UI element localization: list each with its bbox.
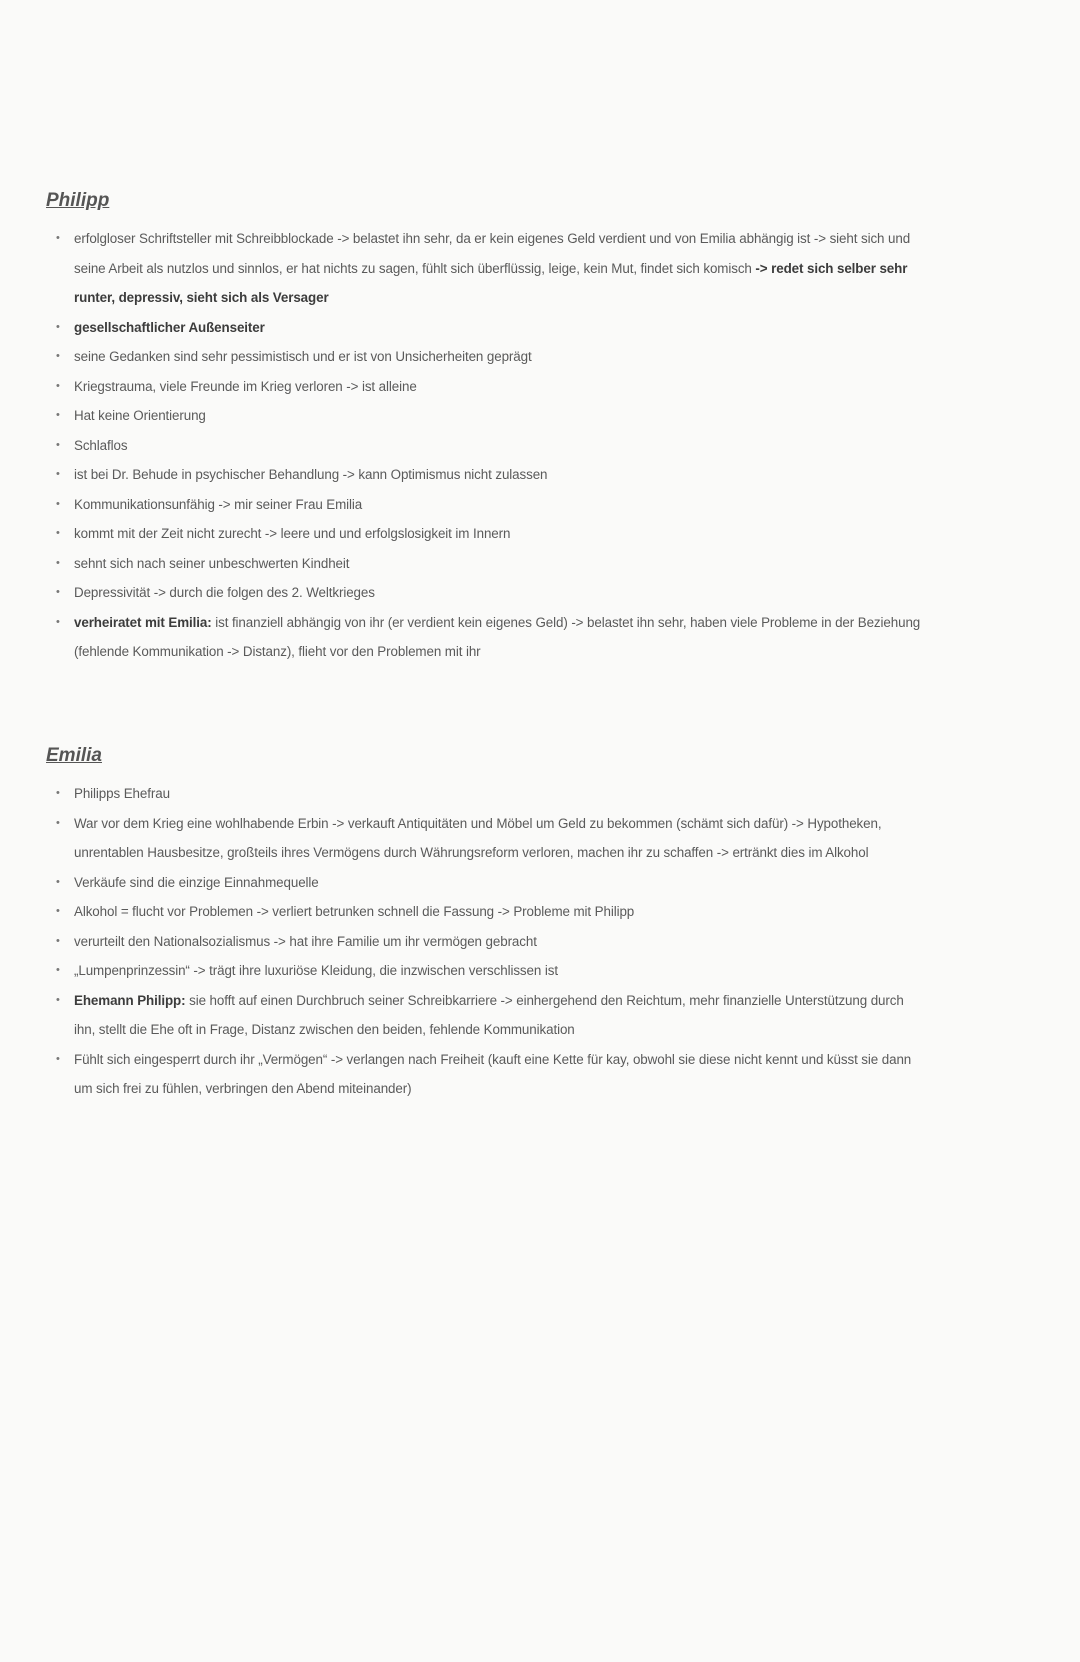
- text: Kommunikationsunfähig -> mir seiner Frau Emilia: [74, 496, 363, 512]
- list-item: [46, 956, 926, 986]
- text: Verkäufe sind die einzige Einnahmequelle: [74, 874, 319, 890]
- text: verurteilt den Nationalsozialismus -> hat ihre Familie um ihr vermögen gebracht: [74, 933, 537, 949]
- list-item: [46, 897, 926, 927]
- text: Depressivität -> durch die folgen des 2. Weltkrieges: [74, 585, 375, 600]
- list-item: [46, 1045, 926, 1104]
- list-item: [46, 490, 926, 520]
- list-item: [46, 401, 926, 431]
- bold-text: -> redet sich selber sehr runter, depressiv, sieht sich als Versager: [74, 260, 908, 305]
- list-item: [46, 608, 926, 667]
- list-item: [46, 927, 926, 957]
- bullet-list: [46, 224, 926, 667]
- list-item: [46, 779, 926, 809]
- text: Fühlt sich eingesperrt durch ihr „Vermögen“ -> verlangen nach Freiheit (kauft eine Kette für kay, obwohl sie diese nicht kennt und küsst sie dann um sich frei zu fühlen, verbringen den Abend miteinander): [74, 1051, 912, 1096]
- list-item: [46, 431, 926, 461]
- list-item: [46, 313, 926, 343]
- text: sie hofft auf einen Durchbruch seiner Schreibkarriere -> einhergehend den Reichtum, mehr finanzielle Unterstützung durch ihn, stellt die Ehe oft in Frage, Distanz zwischen den beiden, fehlende Kommunikation: [74, 992, 904, 1037]
- text: sehnt sich nach seiner unbeschwerten Kindheit: [74, 555, 350, 571]
- list-item: [46, 578, 926, 608]
- list-item: [46, 372, 926, 402]
- list-item: [46, 519, 926, 549]
- list-item: [46, 986, 926, 1045]
- text: Kriegstrauma, viele Freunde im Krieg verloren -> ist alleine: [74, 378, 417, 394]
- list-item: [46, 460, 926, 490]
- text: ist finanziell abhängig von ihr (er verdient kein eigenes Geld) -> belastet ihn sehr, haben viele Probleme in der Beziehung (fehlende Kommunikation -> Distanz), flieht vor den Problemen mit ihr: [74, 614, 921, 659]
- bold-text: verheiratet mit Emilia:: [74, 614, 212, 630]
- text: Hat keine Orientierung: [74, 408, 206, 423]
- bold-text: Ehemann Philipp:: [74, 992, 186, 1008]
- list-item: [46, 224, 926, 313]
- list-item: [46, 809, 926, 868]
- list-item: [46, 549, 926, 579]
- text: Schlaflos: [74, 437, 128, 453]
- text: War vor dem Krieg eine wohlhabende Erbin -> verkauft Antiquitäten und Möbel um Geld zu bekommen (schämt sich dafür) -> Hypotheken, unrentablen Hausbesitze, großteils ihres Vermögens durch Währungsreform verloren, machen ihr zu schaffen -> ertränkt dies im Alkohol: [74, 815, 882, 860]
- bold-text: gesellschaftlicher Außenseiter: [74, 319, 265, 335]
- text: erfolgloser Schriftsteller mit Schreibblockade -> belastet ihn sehr, da er kein eigenes Geld verdient und von Emilia abhängig ist -> sieht sich und seine Arbeit als nutzlos und sinnlos, er hat nichts zu sagen, fühlt sich überflüssig, leige, kein Mut, findet sich komisch: [74, 231, 911, 276]
- section-philipp: [46, 190, 926, 667]
- list-item: [46, 342, 926, 372]
- text: „Lumpenprinzessin“ -> trägt ihre luxuriöse Kleidung, die inzwischen verschlissen ist: [74, 963, 558, 978]
- section-emilia: [46, 745, 926, 1104]
- text: kommt mit der Zeit nicht zurecht -> leere und und erfolgslosigkeit im Innern: [74, 526, 511, 541]
- section-heading: Emilia: [46, 745, 102, 766]
- list-item: [46, 868, 926, 898]
- text: Philipps Ehefrau: [74, 786, 170, 801]
- text: seine Gedanken sind sehr pessimistisch und er ist von Unsicherheiten geprägt: [74, 349, 532, 364]
- text: Alkohol = flucht vor Problemen -> verliert betrunken schnell die Fassung -> Probleme mit Philipp: [74, 904, 635, 919]
- bullet-list: [46, 779, 926, 1104]
- text: ist bei Dr. Behude in psychischer Behandlung -> kann Optimismus nicht zulassen: [74, 467, 548, 482]
- section-heading: Philipp: [46, 190, 110, 211]
